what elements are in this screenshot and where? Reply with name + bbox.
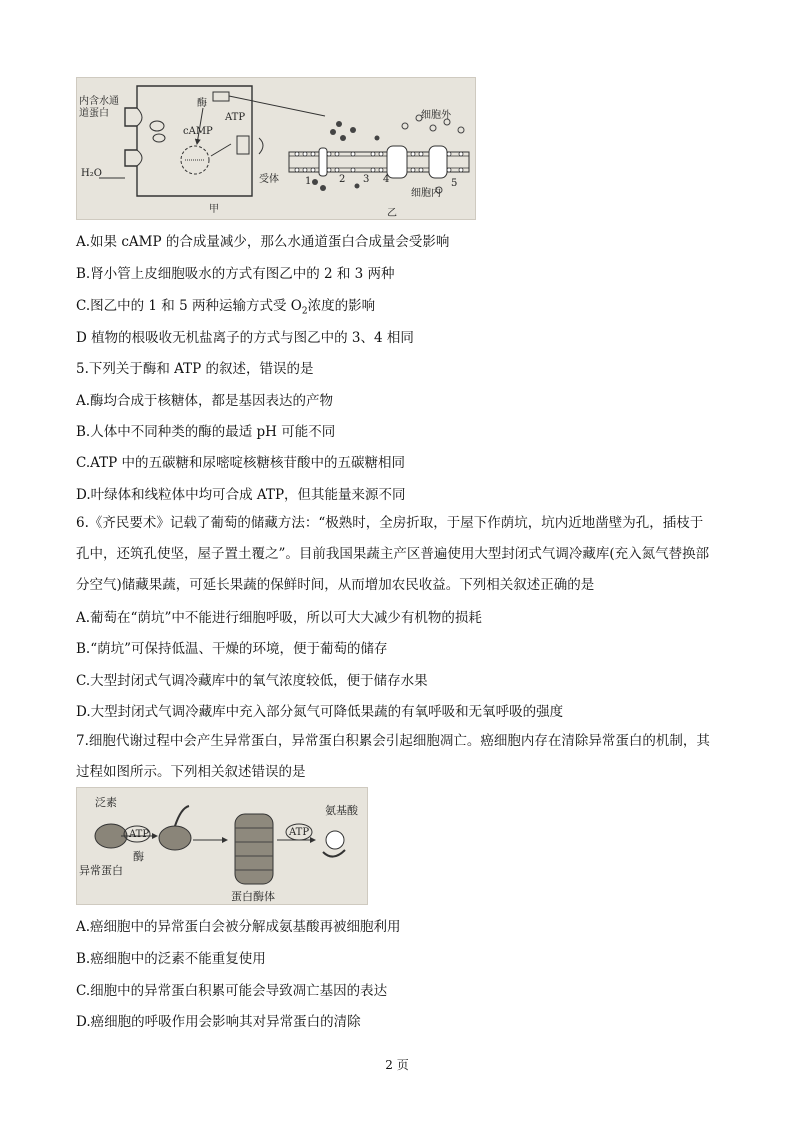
label-n1: 1 <box>305 176 312 187</box>
q4-option-a: A.如果 cAMP 的合成量减少，那么水通道蛋白合成量会受影响 <box>76 234 450 250</box>
figure-proteasome-drawing <box>77 788 367 904</box>
label-water-channel: 内含水通道蛋白 <box>79 96 119 119</box>
label-n3: 3 <box>363 174 370 185</box>
label-enzyme: 酶 <box>197 98 207 109</box>
q5-option-a: A.酶均合成于核糖体，都是基因表达的产物 <box>76 393 334 409</box>
q4-option-c-tail: 浓度的影响 <box>307 298 376 314</box>
label-panel-b: 乙 <box>387 208 397 219</box>
label-atp: ATP <box>225 112 246 123</box>
label-panel-a: 甲 <box>209 204 219 215</box>
page-number: 2 页 <box>385 1058 409 1072</box>
q5-option-d: D.叶绿体和线粒体中均可合成 ATP，但其能量来源不同 <box>76 487 406 503</box>
label-amino-acid: 氨基酸 <box>325 804 358 817</box>
q5-stem: 5.下列关于酶和 ATP 的叙述，错误的是 <box>76 361 314 377</box>
label-enzyme-2: 酶 <box>133 850 144 863</box>
q5-option-c: C.ATP 中的五碳糖和尿嘧啶核糖核苷酸中的五碳糖相同 <box>76 455 406 471</box>
label-h2o: H₂O <box>81 168 102 179</box>
q4-option-d: D 植物的根吸收无机盐离子的方式与图乙中的 3、4 相同 <box>76 330 414 346</box>
q7-option-b: B.癌细胞中的泛素不能重复使用 <box>76 951 266 967</box>
q6-option-d: D.大型封闭式气调冷藏库中充入部分氮气可降低果蔬的有氧呼吸和无氧呼吸的强度 <box>76 704 564 720</box>
q7-option-c: C.细胞中的异常蛋白积累可能会导致凋亡基因的表达 <box>76 983 388 999</box>
q7-option-a: A.癌细胞中的异常蛋白会被分解成氨基酸再被细胞利用 <box>76 919 401 935</box>
label-inside: 细胞内 <box>411 188 441 199</box>
q6-option-b: B.“荫坑”可保持低温、干燥的环境，便于葡萄的储存 <box>76 641 388 657</box>
label-abnormal-protein: 异常蛋白 <box>79 864 123 877</box>
label-outside: 细胞外 <box>421 110 451 121</box>
figure-proteasome <box>76 787 368 905</box>
label-n5: 5 <box>451 178 458 189</box>
q5-option-b: B.人体中不同种类的酶的最适 pH 可能不同 <box>76 424 336 440</box>
label-atp-1: ATP <box>129 829 150 840</box>
label-n4: 4 <box>383 174 390 185</box>
q7-stem: 7.细胞代谢过程中会产生异常蛋白，异常蛋白积累会引起细胞凋亡。癌细胞内存在清除异常蛋白的机制，其过程如图所示。下列相关叙述错误的是 <box>76 733 710 780</box>
label-receptor: 受体 <box>259 174 279 185</box>
label-proteasome: 蛋白酶体 <box>231 890 275 903</box>
label-atp-2: ATP <box>289 827 310 838</box>
q4-option-b: B.肾小管上皮细胞吸水的方式有图乙中的 2 和 3 两种 <box>76 266 395 282</box>
q6-option-a: A.葡萄在“荫坑”中不能进行细胞呼吸，所以可大大减少有机物的损耗 <box>76 610 482 626</box>
q7-option-d: D.癌细胞的呼吸作用会影响其对异常蛋白的清除 <box>76 1014 361 1030</box>
label-ubiquitin: 泛素 <box>95 796 117 809</box>
figure-membrane-transport <box>76 77 476 220</box>
q4-option-c-subscript: 2 <box>301 306 308 317</box>
q6-stem: 6.《齐民要术》记载了葡萄的储藏方法：“极熟时，全房折取，于屋下作荫坑，坑内近地凿壁为孔，插枝于孔中，还筑孔使坚，屋子置土覆之”。目前我国果蔬主产区普遍使用大型封闭式气调冷藏库(充入氮气替换部分空气)储藏果蔬，可延长果蔬的保鲜时间，从而增加农民收益。下列相关叙述正确的是 <box>76 515 710 593</box>
label-n2: 2 <box>339 174 346 185</box>
q4-option-c-text: C.图乙中的 1 和 5 两种运输方式受 O <box>76 298 302 314</box>
q4-option-c <box>76 294 375 317</box>
label-camp: cAMP <box>183 126 213 137</box>
q6-option-c: C.大型封闭式气调冷藏库中的氧气浓度较低，便于储存水果 <box>76 673 428 689</box>
